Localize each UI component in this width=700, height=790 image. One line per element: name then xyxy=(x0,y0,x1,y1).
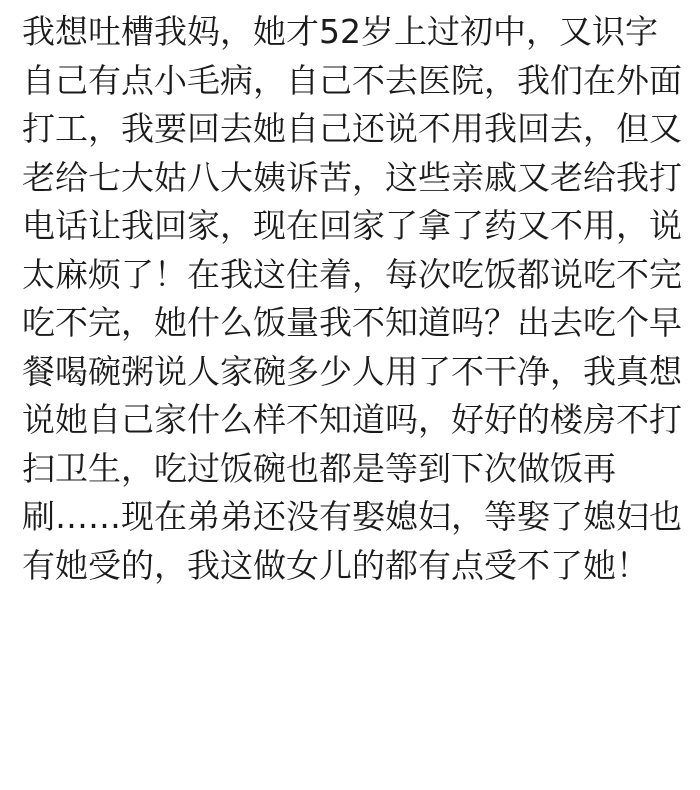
post-body-text: 我想吐槽我妈，她才52岁上过初中，又识字自己有点小毛病，自己不去医院，我们在外面打工，我要回去她自己还说不用我回去，但又老给七大姑八大姨诉苦，这些亲戚又老给我打电话让我回家，现在回家了拿了药又不用，说太麻烦了！在我这住着，每次吃饭都说吃不完吃不完，她什么饭量我不知道吗？出去吃个早餐喝碗粥说人家碗多少人用了不干净，我真想说她自己家什么样不知道吗，好好的楼房不打扫卫生，吃过饭碗也都是等到下次做饭再刷……现在弟弟还没有娶媳妇，等娶了媳妇也有她受的，我这做女儿的都有点受不了她！ xyxy=(22,12,682,585)
